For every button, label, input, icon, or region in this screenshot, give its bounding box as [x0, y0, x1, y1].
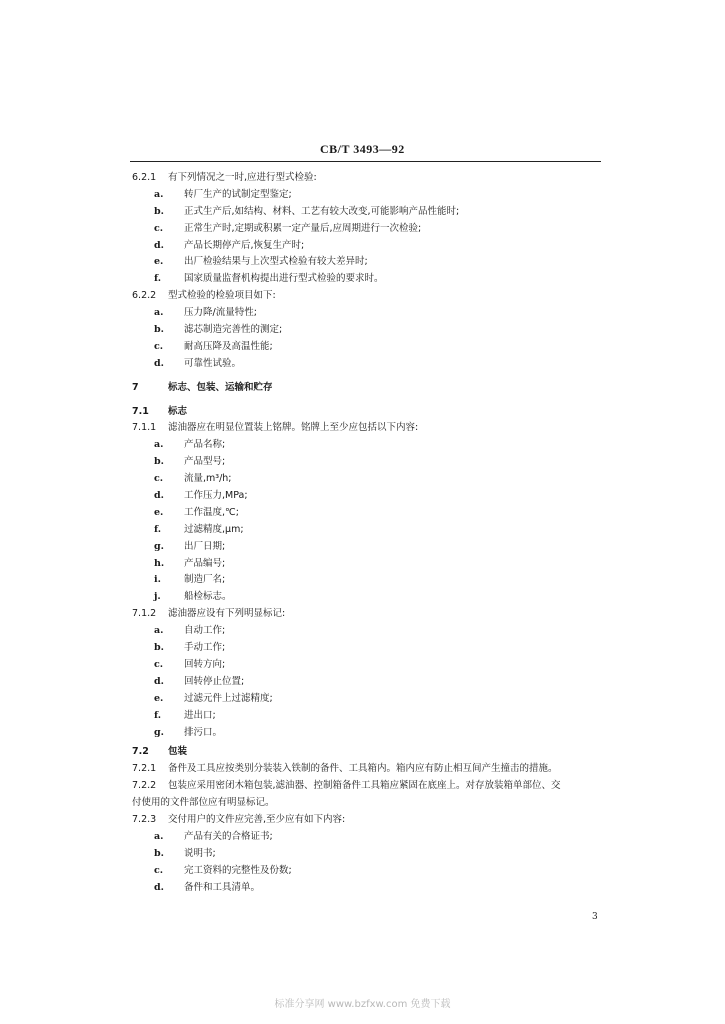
line-text: 排污口。: [184, 726, 223, 738]
line-text: 转厂生产的试制定型鉴定;: [184, 188, 292, 200]
list-item: [132, 556, 602, 573]
list-item-label: g.: [154, 726, 164, 738]
list-item-label: b.: [154, 456, 164, 468]
line-text: 过滤元件上过滤精度;: [184, 692, 273, 704]
list-item-label: c.: [154, 340, 164, 352]
section-heading: [132, 380, 602, 397]
document-body: [132, 170, 602, 896]
list-item-label: b.: [154, 642, 164, 654]
list-item-label: i.: [154, 574, 161, 586]
line-text: 手动工作;: [184, 642, 226, 654]
clause: [132, 778, 602, 795]
list-item: [132, 846, 602, 863]
list-item: [132, 589, 602, 606]
list-item-label: d.: [154, 881, 164, 893]
line-text: 可靠性试验。: [184, 357, 242, 369]
list-item-label: a.: [154, 625, 164, 637]
list-item-label: a.: [154, 188, 164, 200]
list-item-label: d.: [154, 490, 164, 502]
list-item: [132, 204, 602, 221]
line-text: 付使用的文件部位应有明显标记。: [132, 797, 275, 809]
line-text: 自动工作;: [184, 625, 226, 637]
list-item: [132, 829, 602, 846]
line-text: 工作压力,MPa;: [184, 490, 248, 502]
list-item-label: a.: [154, 830, 164, 842]
list-item-label: f.: [154, 709, 162, 721]
clause: [132, 812, 602, 829]
line-text: 产品编号;: [184, 557, 226, 569]
line-text: 说明书;: [184, 847, 216, 859]
clause-number: 7: [132, 381, 139, 393]
line-text: 产品名称;: [184, 439, 226, 451]
list-item-label: b.: [154, 324, 164, 336]
line-text: 标志、包装、运输和贮存: [168, 381, 273, 393]
list-item: [132, 863, 602, 880]
list-item: [132, 657, 602, 674]
list-item: [132, 522, 602, 539]
line-text: 包装应采用密闭木箱包装,滤油器、控制箱备件工具箱应紧固在底座上。对存放装箱单部位、交: [168, 780, 561, 792]
line-text: 滤芯制造完善性的测定;: [184, 324, 283, 336]
list-item: [132, 221, 602, 238]
clause-number: 6.2.2: [132, 290, 157, 302]
list-item-label: d.: [154, 357, 164, 369]
line-text: 交付用户的文件应完善,至少应有如下内容:: [168, 813, 346, 825]
list-item-label: g.: [154, 540, 164, 552]
clause: [132, 606, 602, 623]
list-item-label: c.: [154, 658, 164, 670]
line-text: 包装: [168, 746, 188, 758]
list-item: [132, 437, 602, 454]
line-text: 标志: [168, 405, 188, 417]
list-item: [132, 623, 602, 640]
list-item: [132, 640, 602, 657]
list-item-label: e.: [154, 506, 164, 518]
clause-number: 7.2: [132, 746, 149, 758]
line-text: 滤油器应在明显位置装上铭牌。铭牌上至少应包括以下内容:: [168, 422, 419, 434]
list-item-label: e.: [154, 692, 164, 704]
line-text: 正式生产后,如结构、材料、工艺有较大改变,可能影响产品性能时;: [184, 205, 460, 217]
list-item: [132, 454, 602, 471]
line-text: 备件及工具应按类别分装装入铁制的备件、工具箱内。箱内应有防止相互间产生撞击的措施。: [168, 763, 558, 775]
list-item: [132, 471, 602, 488]
section-heading: [132, 744, 602, 761]
clause-number: 7.1: [132, 405, 149, 417]
line-text: 完工资料的完整性及份数;: [184, 864, 292, 876]
list-item: [132, 488, 602, 505]
list-item-label: d.: [154, 239, 164, 251]
clause-number: 7.2.3: [132, 813, 157, 825]
line-text: 耐高压降及高温性能;: [184, 340, 273, 352]
list-item-label: a.: [154, 307, 164, 319]
list-item: [132, 708, 602, 725]
section-heading: [132, 404, 602, 421]
line-text: 工作温度,℃;: [184, 506, 239, 518]
list-item-label: f.: [154, 523, 162, 535]
list-item: [132, 271, 602, 288]
header-rule: [130, 161, 601, 162]
line-text: 产品有关的合格证书;: [184, 830, 273, 842]
list-item: [132, 572, 602, 589]
line-text: 出厂检验结果与上次型式检验有较大差异时;: [184, 256, 368, 268]
line-text: 正常生产时,定期或积累一定产量后,应周期进行一次检验;: [184, 222, 422, 234]
line-text: 产品长期停产后,恢复生产时;: [184, 239, 305, 251]
list-item: [132, 339, 602, 356]
line-text: 产品型号;: [184, 456, 226, 468]
clause: [132, 761, 602, 778]
list-item-label: f.: [154, 273, 162, 285]
line-text: 滤油器应设有下列明显标记:: [168, 608, 286, 620]
list-item-label: c.: [154, 864, 164, 876]
list-item-label: h.: [154, 557, 165, 569]
line-text: 进出口;: [184, 709, 216, 721]
line-text: 压力降/流量特性;: [184, 307, 257, 319]
list-item-label: d.: [154, 675, 164, 687]
page-number: 3: [592, 912, 598, 922]
line-text: 流量,m³/h;: [184, 473, 232, 485]
line-text: 回转方向;: [184, 658, 226, 670]
clause: [132, 170, 602, 187]
paragraph-continuation: [132, 795, 602, 812]
list-item: [132, 539, 602, 556]
list-item-label: e.: [154, 256, 164, 268]
list-item: [132, 356, 602, 373]
line-text: 国家质量监督机构提出进行型式检验的要求时。: [184, 273, 384, 285]
line-text: 回转停止位置;: [184, 675, 245, 687]
list-item-label: c.: [154, 473, 164, 485]
list-item: [132, 880, 602, 897]
line-text: 型式检验的检验项目如下:: [168, 290, 276, 302]
line-text: 备件和工具清单。: [184, 881, 261, 893]
watermark-text: 标准分享网 www.bzfxw.com 免费下载: [274, 999, 451, 1010]
clause-number: 7.2.2: [132, 780, 157, 792]
list-item-label: j.: [154, 591, 161, 603]
clause-number: 6.2.1: [132, 172, 157, 183]
line-text: 出厂日期;: [184, 540, 226, 552]
line-text: 船检标志。: [184, 591, 232, 603]
list-item-label: b.: [154, 847, 164, 859]
line-text: 制造厂名;: [184, 574, 226, 586]
list-item: [132, 322, 602, 339]
list-item: [132, 674, 602, 691]
clause-number: 7.1.1: [132, 422, 157, 434]
list-item: [132, 254, 602, 271]
list-item-label: c.: [154, 222, 164, 234]
clause: [132, 420, 602, 437]
line-text: 有下列情况之一时,应进行型式检验:: [168, 172, 317, 183]
line-text: 过滤精度,μm;: [184, 523, 244, 535]
clause-number: 7.1.2: [132, 608, 157, 620]
list-item: [132, 305, 602, 322]
clause-number: 7.2.1: [132, 763, 157, 775]
clause: [132, 288, 602, 305]
list-item: [132, 505, 602, 522]
list-item-label: b.: [154, 205, 164, 217]
standard-code: CB/T 3493—92: [320, 142, 405, 156]
list-item: [132, 691, 602, 708]
list-item: [132, 187, 602, 204]
list-item: [132, 725, 602, 742]
list-item-label: a.: [154, 439, 164, 451]
list-item: [132, 238, 602, 255]
